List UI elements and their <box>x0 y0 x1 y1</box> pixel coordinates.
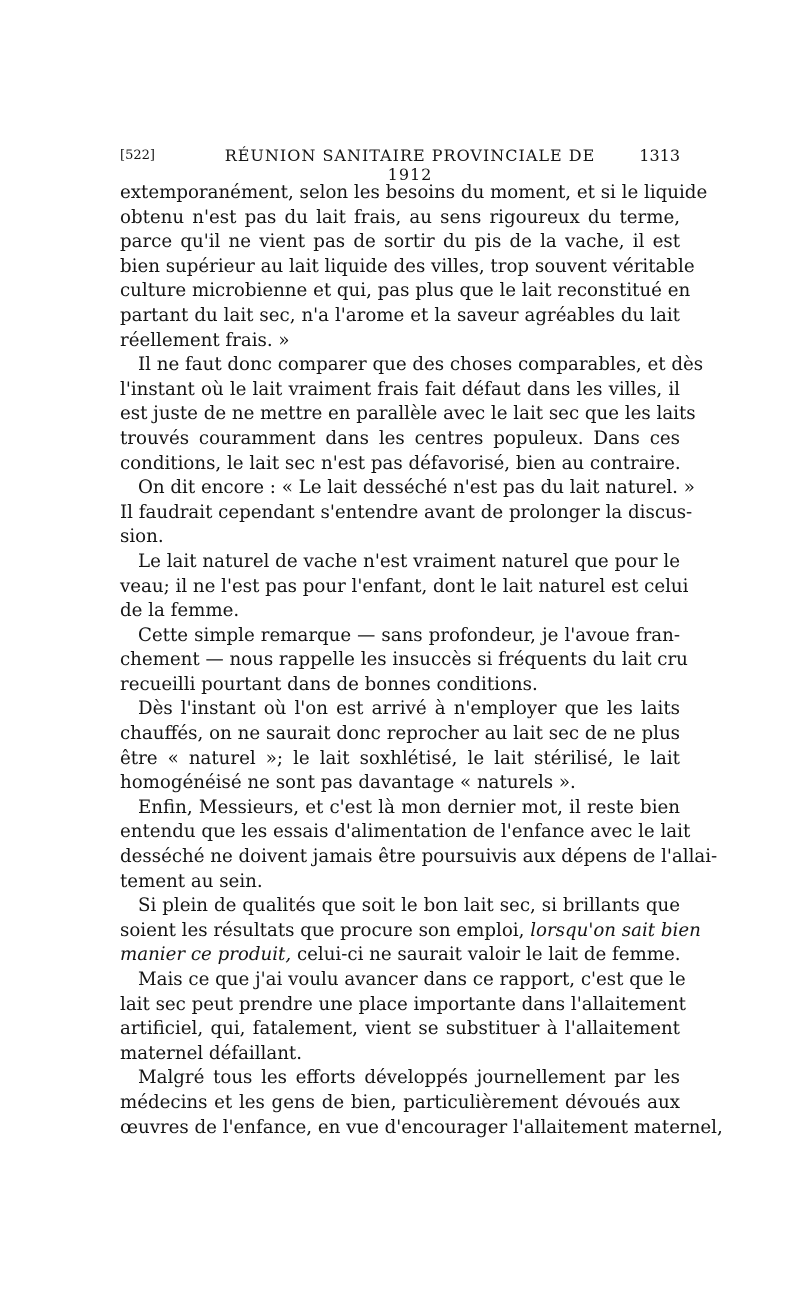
text-line: entendu que les essais d'alimentation de l'enfance avec le lait <box>120 821 691 843</box>
running-header <box>120 146 680 184</box>
text-line: Le lait naturel de vache n'est vraiment naturel que pour le <box>138 550 680 572</box>
text-line: bien supérieur au lait liquide des villes, trop souvent véritable <box>120 255 695 277</box>
text-line: Mais ce que j'ai voulu avancer dans ce rapport, c'est que le <box>138 969 686 990</box>
text-line: Il ne faut donc comparer que des choses comparables, et dès <box>138 354 704 376</box>
text-line: Il faudrait cependant s'entendre avant de prolonger la discus- <box>120 501 693 523</box>
text-line: desséché ne doivent jamais être poursuivis aux dépens de l'allai- <box>120 846 718 868</box>
text-line: veau; il ne l'est pas pour l'enfant, dont le lait naturel est celui <box>120 575 689 597</box>
body-text <box>120 181 723 1140</box>
text-line: recueilli pourtant dans de bonnes conditions. <box>120 673 538 695</box>
text-line: Malgré tous les efforts développés journellement par les <box>138 1067 680 1089</box>
text-line: On dit encore : « Le lait desséché n'est pas du lait naturel. » <box>138 477 695 499</box>
italic-fragment: lorsqu'on sait bien <box>530 919 701 941</box>
text-line: partant du lait sec, n'a l'arome et la saveur agréables du lait <box>120 304 680 326</box>
text-line <box>120 919 701 944</box>
text-line <box>120 943 680 968</box>
text-line: chement — nous rappelle les insuccès si fréquents du lait cru <box>120 649 688 671</box>
page-number: 1313 <box>639 146 680 165</box>
text-line: parce qu'il ne vient pas de sortir du pis de la vache, il est <box>120 231 680 253</box>
text-line: l'instant où le lait vraiment frais fait défaut dans les villes, il <box>120 378 680 400</box>
text-line: Cette simple remarque — sans profondeur, je l'avoue fran- <box>138 624 680 646</box>
text-line: Si plein de qualités que soit le bon lait sec, si brillants que <box>138 895 680 917</box>
signature-mark: [522] <box>120 148 155 163</box>
text-line: réellement frais. » <box>120 329 290 351</box>
text-line: trouvés couramment dans les centres populeux. Dans ces <box>120 427 680 449</box>
text-line: Dès l'instant où l'on est arrivé à n'employer que les laits <box>138 698 680 720</box>
text-line: Enfin, Messieurs, et c'est là mon dernier mot, il reste bien <box>138 796 680 818</box>
text-fragment: soient les résultats que procure son emploi, <box>120 919 525 941</box>
text-fragment: celui-ci ne saurait valoir le lait de femme. <box>296 944 681 966</box>
text-line: être « naturel »; le lait soxhlétisé, le lait stérilisé, le lait <box>120 747 680 769</box>
text-line: chauffés, on ne saurait donc reprocher au lait sec de ne plus <box>120 723 680 745</box>
text-line: est juste de ne mettre en parallèle avec le lait sec que les laits <box>120 403 696 425</box>
text-line: médecins et les gens de bien, particulièrement dévoués aux <box>120 1091 680 1113</box>
text-line: artificiel, qui, fatalement, vient se substituer à l'allaitement <box>120 1018 680 1040</box>
text-line: conditions, le lait sec n'est pas défavorisé, bien au contraire. <box>120 452 681 474</box>
text-line: extemporanément, selon les besoins du moment, et si le liquide <box>120 182 708 203</box>
text-line: obtenu n'est pas du lait frais, au sens rigoureux du terme, <box>120 206 680 228</box>
text-line: de la femme. <box>120 600 240 622</box>
text-line: tement au sein. <box>120 870 263 892</box>
text-line: œuvres de l'enfance, en vue d'encourager l'allaitement maternel, <box>120 1116 723 1138</box>
running-title: RÉUNION SANITAIRE PROVINCIALE DE 1912 <box>224 146 596 184</box>
text-line: lait sec peut prendre une place importante dans l'allaitement <box>120 993 686 1015</box>
italic-fragment: manier ce produit, <box>120 944 292 966</box>
text-line: maternel défaillant. <box>120 1042 303 1064</box>
text-line: sion. <box>120 526 164 548</box>
text-line: homogénéisé ne sont pas davantage « naturels ». <box>120 772 576 794</box>
text-line: culture microbienne et qui, pas plus que le lait reconstitué en <box>120 280 691 302</box>
